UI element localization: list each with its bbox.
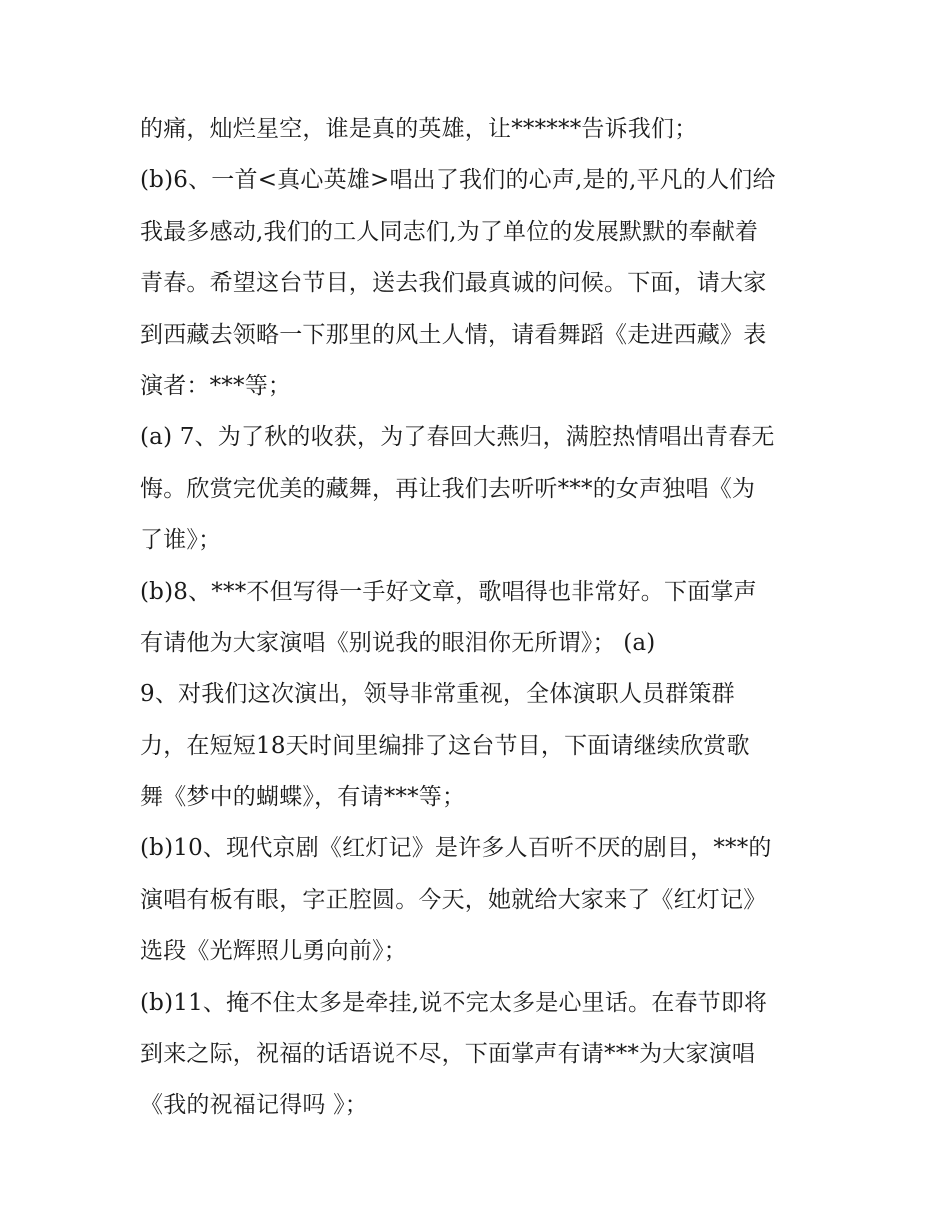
text-line: 演者：***等； xyxy=(140,372,292,399)
text-line: 青春。希望这台节目，送去我们最真诚的问候。下面，请大家 xyxy=(140,270,767,297)
text-line: 9、对我们这次演出，领导非常重视，全体演职人员群策群 xyxy=(140,681,735,708)
text-line: 悔。欣赏完优美的藏舞，再让我们去听听***的女声独唱《为 xyxy=(140,475,756,502)
text-line: 有请他为大家演唱《别说我的眼泪你无所谓》； (a) xyxy=(140,629,656,656)
text-line: 演唱有板有眼，字正腔圆。今天，她就给大家来了《红灯记》 xyxy=(140,886,767,913)
text-line: (b)6、一首<真心英雄>唱出了我们的心声,是的,平凡的人们给 xyxy=(140,167,776,194)
text-line: (b)11、掩不住太多是牵挂,说不完太多是心里话。在春节即将 xyxy=(140,989,768,1016)
text-line: 了谁》； xyxy=(140,527,222,554)
text-line: (b)10、现代京剧《红灯记》是许多人百听不厌的剧目，***的 xyxy=(140,835,772,862)
text-line: 《我的祝福记得吗 》； xyxy=(140,1092,369,1119)
document-body xyxy=(140,104,830,1132)
text-line: 的痛，灿烂星空，谁是真的英雄，让******告诉我们； xyxy=(140,116,698,142)
text-line: (a) 7、为了秋的收获，为了春回大燕归，满腔热情唱出青春无 xyxy=(140,424,775,451)
text-line: 力，在短短18天时间里编排了这台节目，下面请继续欣赏歌 xyxy=(140,732,750,759)
text-line: 我最多感动,我们的工人同志们,为了单位的发展默默的奉献着 xyxy=(140,218,759,245)
text-line: 到来之际，祝福的话语说不尽，下面掌声有请***为大家演唱 xyxy=(140,1041,756,1068)
text-line: (b)8、***不但写得一手好文章，歌唱得也非常好。下面掌声 xyxy=(140,578,757,605)
text-line: 舞《梦中的蝴蝶》，有请***等； xyxy=(140,784,466,811)
text-line: 到西藏去领略一下那里的风土人情，请看舞蹈《走进西藏》表 xyxy=(140,321,767,348)
text-line: 选段《光辉照儿勇向前》； xyxy=(140,938,407,965)
